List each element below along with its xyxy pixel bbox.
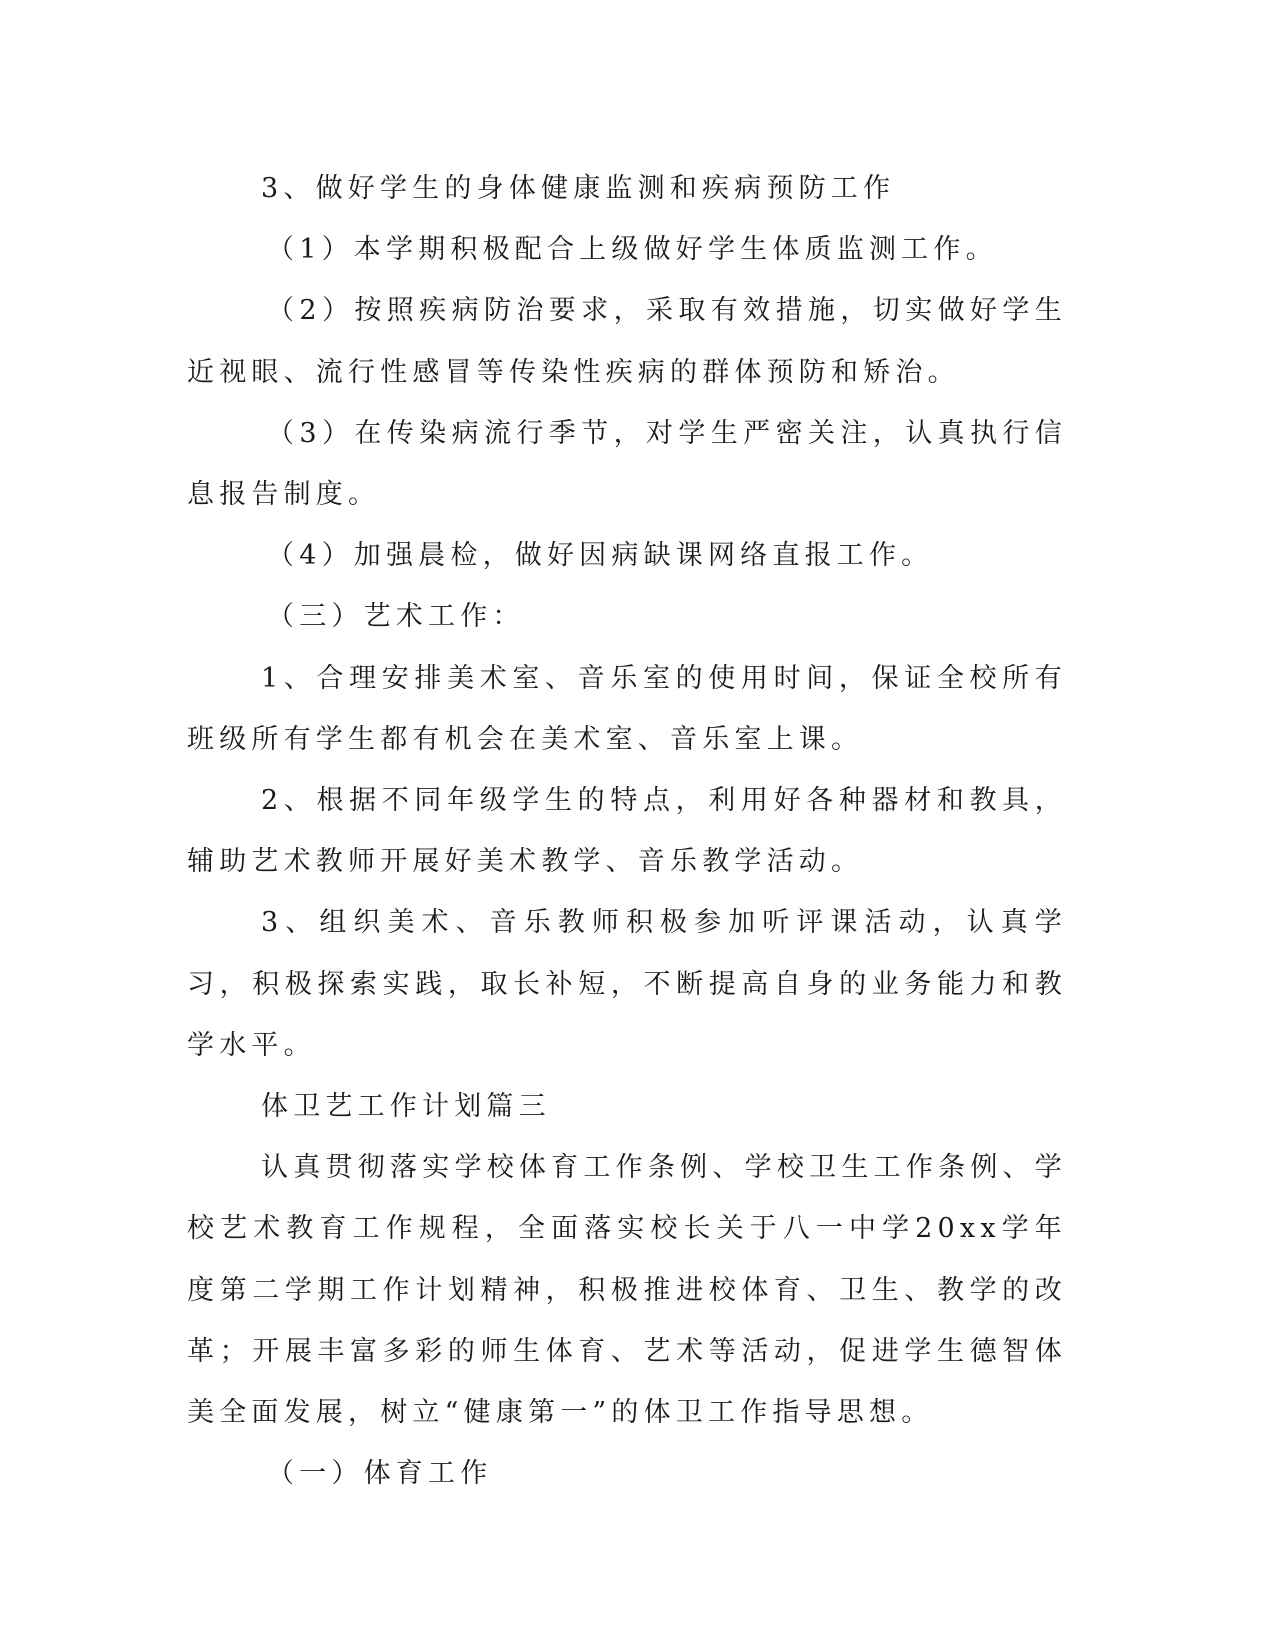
- paragraph-art-2: 2、根据不同年级学生的特点，利用好各种器材和教具，辅助艺术教师开展好美术教学、音乐教学活动。: [187, 785, 1067, 878]
- article-heading-part-three: 体卫艺工作计划篇三: [261, 1091, 551, 1123]
- document-body: [187, 158, 1067, 1504]
- paragraph-health-monitoring-heading: 3、做好学生的身体健康监测和疾病预防工作: [261, 173, 896, 204]
- paragraph-art-3: 3、组织美术、音乐教师积极参加听评课活动，认真学习，积极探索实践，取长补短，不断提高自身的业务能力和教学水平。: [187, 907, 1067, 1061]
- paragraph-item-3: （3）在传染病流行季节，对学生严密关注，认真执行信息报告制度。: [187, 417, 1067, 511]
- paragraph-item-2: （2）按照疾病防治要求，采取有效措施，切实做好学生近视眼、流行性感冒等传染性疾病的群体预防和矫治。: [187, 295, 1067, 388]
- paragraph-art-1: 1、合理安排美术室、音乐室的使用时间，保证全校所有班级所有学生都有机会在美术室、音乐室上课。: [187, 662, 1067, 755]
- section-heading-art-work: （三）艺术工作：: [267, 601, 525, 633]
- paragraph-item-4: （4）加强晨检，做好因病缺课网络直报工作。: [267, 540, 934, 572]
- section-heading-sports-work: （一）体育工作: [267, 1458, 493, 1490]
- paragraph-item-1: （1）本学期积极配合上级做好学生体质监测工作。: [267, 234, 998, 266]
- paragraph-intro: 认真贯彻落实学校体育工作条例、学校卫生工作条例、学校艺术教育工作规程，全面落实校长关于八一中学20xx学年度第二学期工作计划精神，积极推进校体育、卫生、教学的改革；开展丰富多彩的师生体育、艺术等活动，促进学生德智体美全面发展，树立“健康第一”的体卫工作指导思想。: [187, 1152, 1067, 1429]
